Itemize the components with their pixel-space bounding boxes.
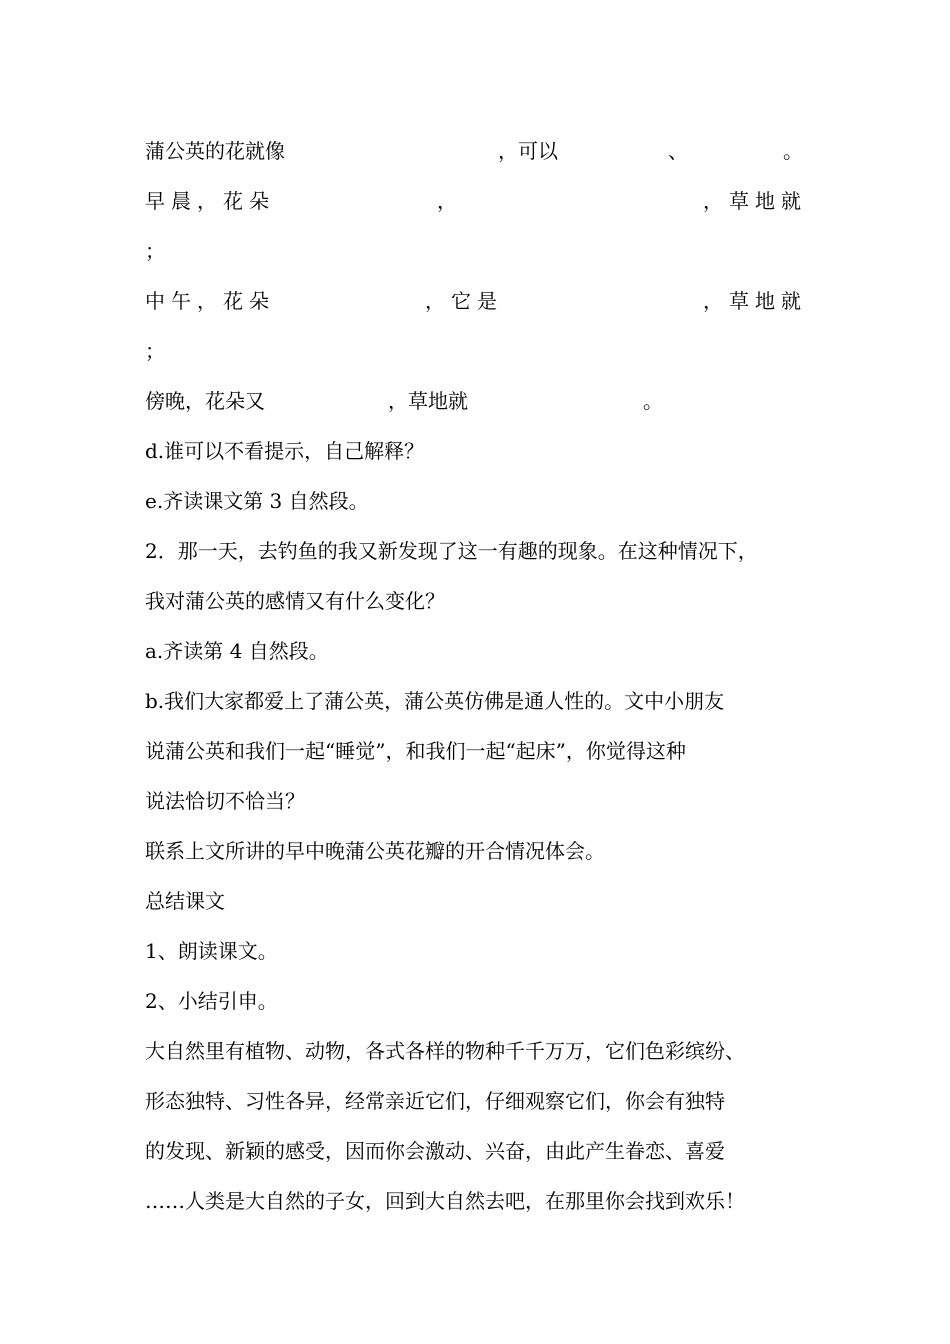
blank-line-4-part-b: ，它是 xyxy=(425,289,503,313)
blank-line-3 xyxy=(145,238,165,264)
text-line-e: e.齐读课文第 3 自然段。 xyxy=(145,489,369,513)
blank-line-2-part-b: ， xyxy=(437,189,457,213)
text-line-d: d.谁可以不看提示，自己解释？ xyxy=(145,439,425,463)
blank-line-1 xyxy=(145,138,825,164)
section-heading-summary: 总结课文 xyxy=(145,889,225,913)
blank-line-2-part-a: 早晨，花朵 xyxy=(145,189,275,213)
blank-line-3-part-a: ； xyxy=(145,239,165,263)
text-line-question-2-cont: 我对蒲公英的感情又有什么变化？ xyxy=(145,589,445,613)
blank-line-5-part-a: ； xyxy=(145,339,165,363)
blank-line-6 xyxy=(145,388,825,414)
blank-line-2-part-c: ，草地就 xyxy=(703,189,807,213)
text-line-a: a.齐读第 4 自然段。 xyxy=(145,639,329,663)
blank-line-1-part-b: ，可以 xyxy=(498,139,558,163)
blank-line-1-part-c: 、 xyxy=(668,139,688,163)
blank-line-1-part-a: 蒲公英的花就像 xyxy=(145,139,285,163)
text-line-step-1: 1、朗读课文。 xyxy=(145,939,278,963)
text-line-nature-1: 大自然里有植物、动物，各式各样的物种千千万万，它们色彩缤纷、 xyxy=(145,1039,745,1063)
text-line-connect: 联系上文所讲的早中晚蒲公英花瓣的开合情况体会。 xyxy=(145,839,605,863)
blank-line-6-part-a: 傍晚，花朵又 xyxy=(145,389,265,413)
blank-line-6-part-c: 。 xyxy=(643,389,663,413)
text-line-nature-4: ……人类是大自然的子女，回到大自然去吧，在那里你会找到欢乐！ xyxy=(145,1189,745,1213)
text-line-question-2: 2．那一天，去钓鱼的我又新发现了这一有趣的现象。在这种情况下， xyxy=(145,539,758,563)
blank-line-1-part-d: 。 xyxy=(783,139,803,163)
blank-line-5 xyxy=(145,338,165,364)
blank-line-2 xyxy=(145,188,825,214)
text-line-b-cont-1: 说蒲公英和我们一起“睡觉”，和我们一起“起床”，你觉得这种 xyxy=(145,739,686,763)
text-line-nature-2: 形态独特、习性各异，经常亲近它们，仔细观察它们，你会有独特 xyxy=(145,1089,725,1113)
blank-line-4-part-c: ，草地就 xyxy=(703,289,807,313)
text-line-b: b.我们大家都爱上了蒲公英，蒲公英仿佛是通人性的。文中小朋友 xyxy=(145,689,725,713)
text-line-step-2: 2、小结引申。 xyxy=(145,989,278,1013)
blank-line-4 xyxy=(145,288,825,314)
text-line-nature-3: 的发现、新颖的感受，因而你会激动、兴奋，由此产生眷恋、喜爱 xyxy=(145,1139,725,1163)
text-line-b-cont-2: 说法恰切不恰当？ xyxy=(145,789,305,813)
blank-line-6-part-b: ，草地就 xyxy=(388,389,468,413)
blank-line-4-part-a: 中午，花朵 xyxy=(145,289,275,313)
